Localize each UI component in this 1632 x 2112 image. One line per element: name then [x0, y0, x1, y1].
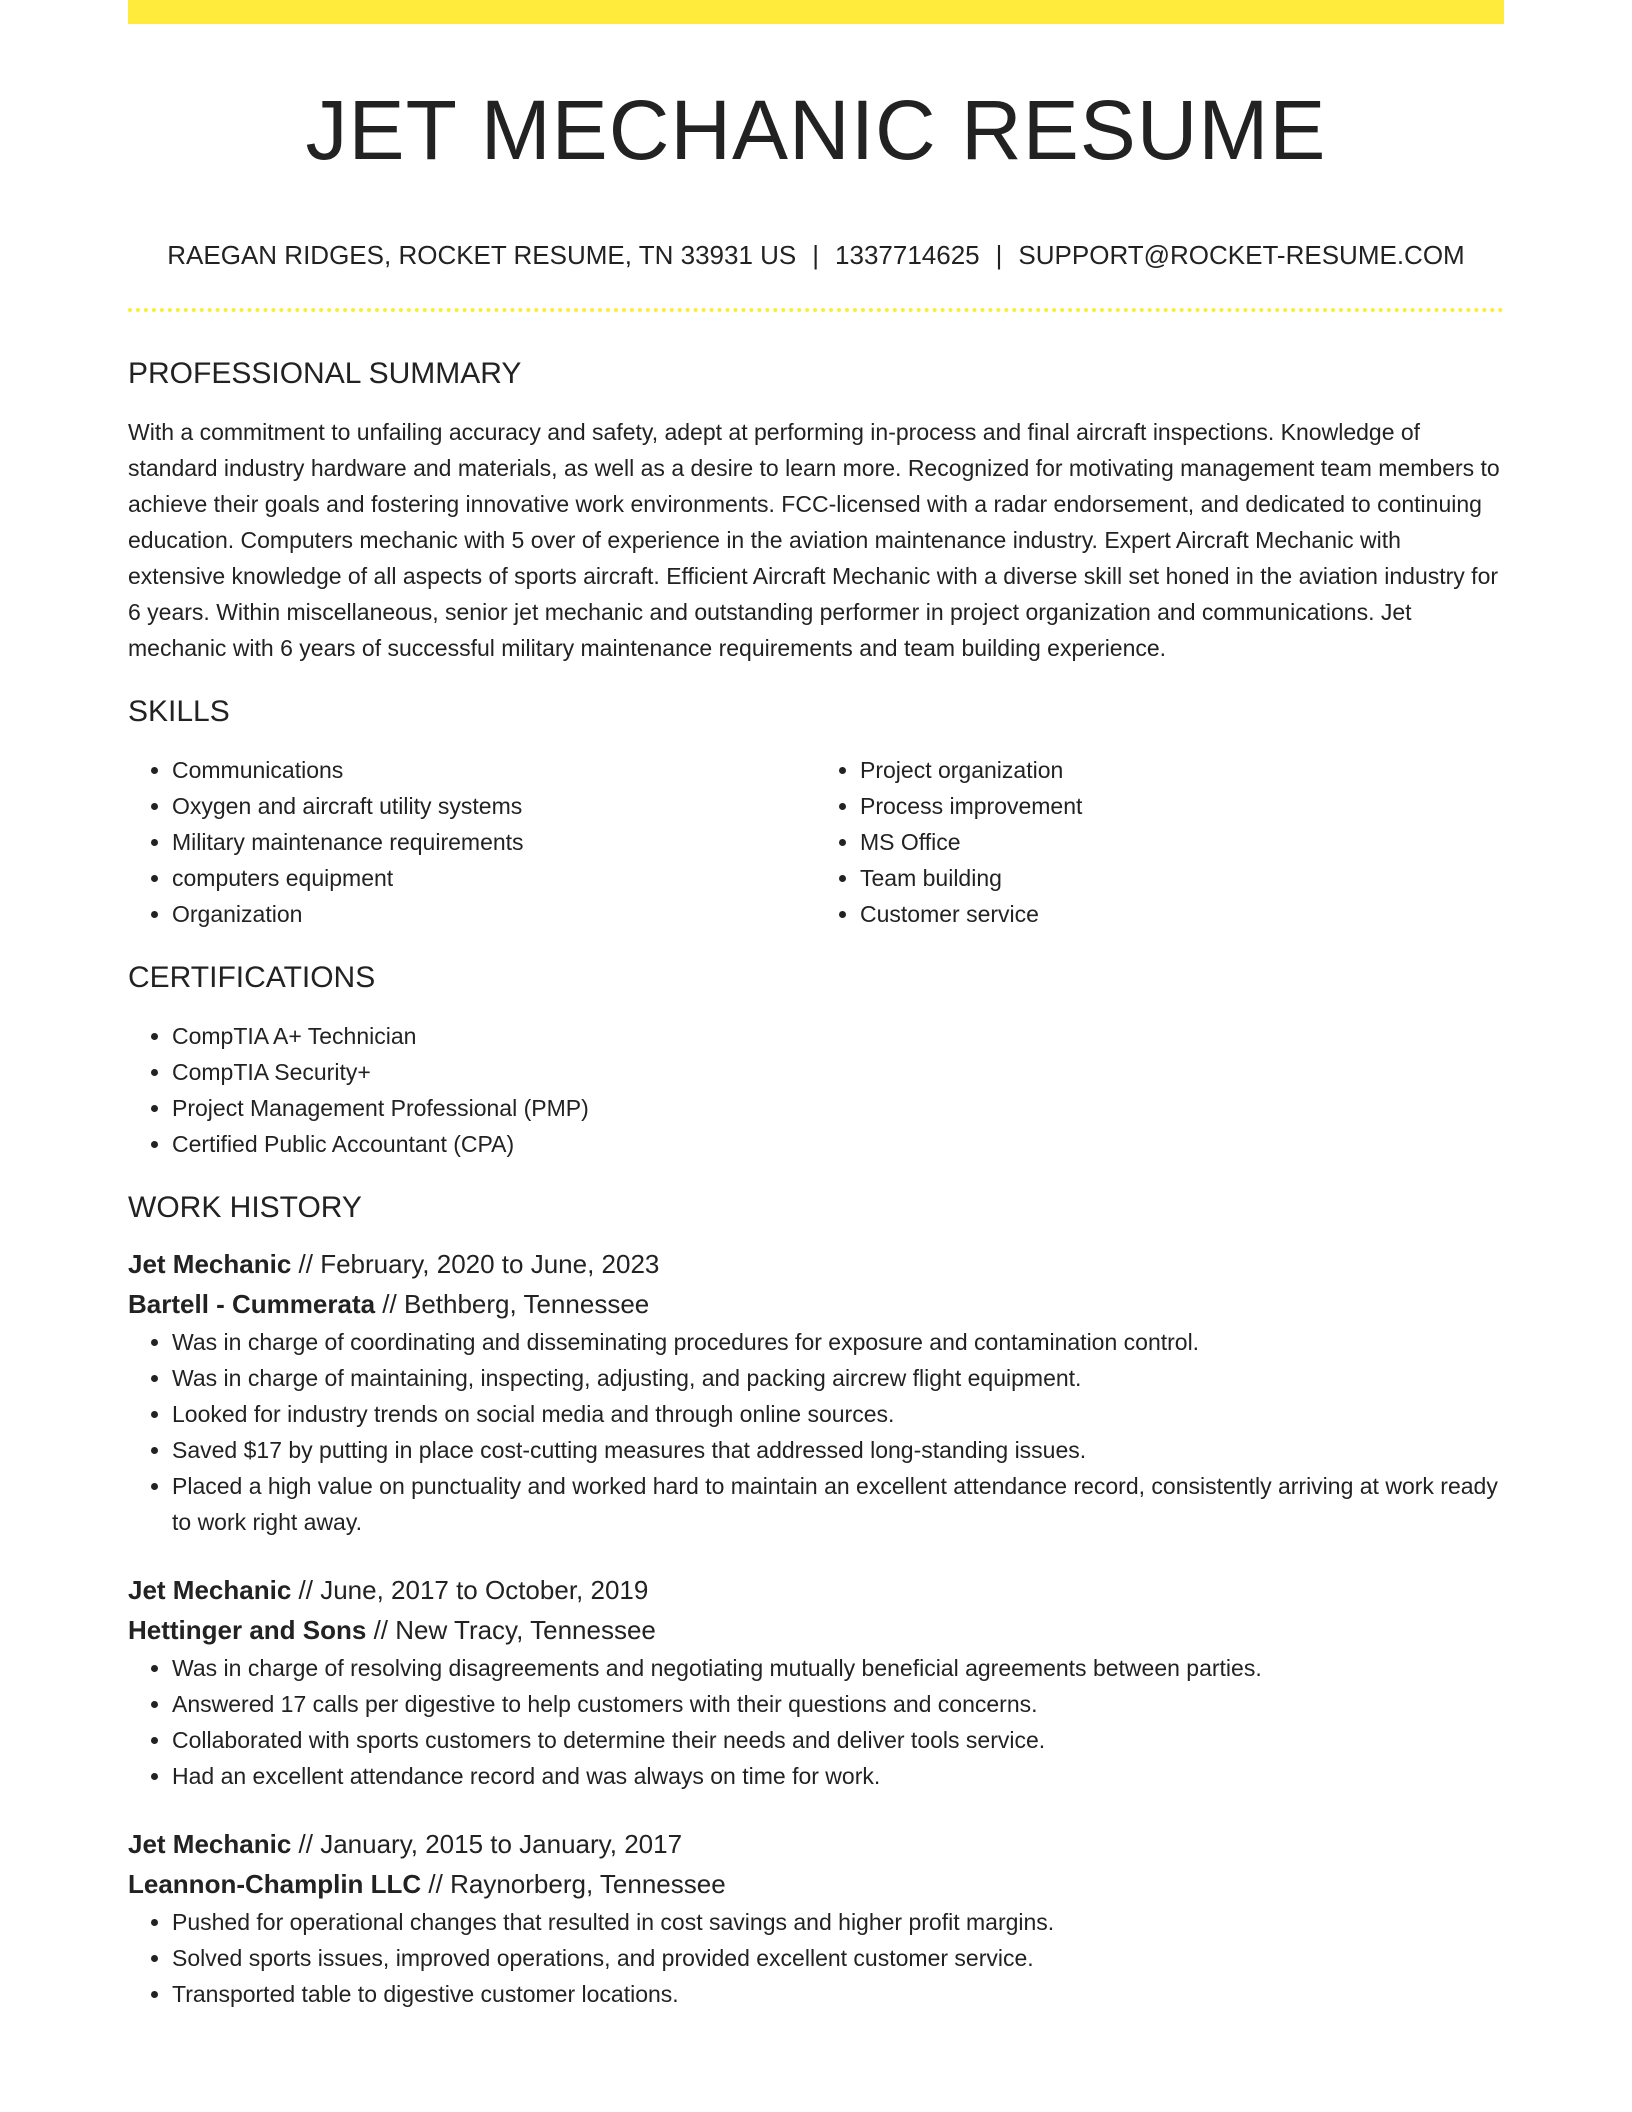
job-title-line [128, 1824, 1504, 1864]
skill-item: • Project organization [860, 752, 1504, 788]
certifications-list [128, 1018, 1504, 1162]
job-entry [128, 1570, 1504, 1794]
job-entry [128, 1824, 1504, 2012]
summary-heading: PROFESSIONAL SUMMARY [128, 357, 522, 390]
skill-item: • MS Office [860, 824, 1504, 860]
job-bullets [128, 1650, 1504, 1794]
skills-list-left [128, 752, 816, 932]
job-bullet: • Solved sports issues, improved operations, and provided excellent customer service. [172, 1940, 1504, 1976]
job-title-line [128, 1244, 1504, 1284]
job-company: Bartell - Cummerata [128, 1289, 376, 1319]
certification-item: • CompTIA Security+ [172, 1054, 1504, 1090]
skills-list-right [816, 752, 1504, 932]
contact-line [128, 238, 1504, 272]
job-bullet: • Saved $17 by putting in place cost-cutting measures that addressed long-standing issues. [172, 1432, 1504, 1468]
contact-address: RAEGAN RIDGES, ROCKET RESUME, TN 33931 US [167, 240, 797, 270]
job-title-line [128, 1570, 1504, 1610]
certifications-section [128, 960, 1504, 1162]
job-location: // Bethberg, Tennessee [375, 1289, 650, 1319]
job-company: Hettinger and Sons [128, 1615, 367, 1645]
work-history-section [128, 1190, 1504, 2012]
job-bullet: • Transported table to digestive customer locations. [172, 1976, 1504, 2012]
job-bullet: • Was in charge of maintaining, inspecting, adjusting, and packing aircrew flight equipment. [172, 1360, 1504, 1396]
certification-item: • Certified Public Accountant (CPA) [172, 1126, 1504, 1162]
job-location: // New Tracy, Tennessee [366, 1615, 656, 1645]
job-title: Jet Mechanic [128, 1249, 292, 1279]
contact-separator: | [995, 240, 1003, 270]
skills-grid [128, 752, 1504, 932]
resume-page [128, 0, 1504, 2012]
job-bullets [128, 1904, 1504, 2012]
job-location: // Raynorberg, Tennessee [421, 1869, 726, 1899]
job-entry [128, 1244, 1504, 1540]
job-bullet: • Looked for industry trends on social media and through online sources. [172, 1396, 1504, 1432]
job-dates: // June, 2017 to October, 2019 [291, 1575, 649, 1605]
skill-item: • Military maintenance requirements [172, 824, 816, 860]
job-bullets [128, 1324, 1504, 1540]
job-bullet: • Placed a high value on punctuality and worked hard to maintain an excellent attendance record, consistently arriving at work ready to work right away. [172, 1468, 1504, 1540]
skill-item: • Communications [172, 752, 816, 788]
skill-item: • Customer service [860, 896, 1504, 932]
contact-email[interactable]: SUPPORT@ROCKET-RESUME.COM [1018, 240, 1465, 270]
skill-item: • Organization [172, 896, 816, 932]
job-title: Jet Mechanic [128, 1575, 292, 1605]
work-history-heading: WORK HISTORY [128, 1191, 362, 1224]
skill-item: • Oxygen and aircraft utility systems [172, 788, 816, 824]
job-company: Leannon-Champlin LLC [128, 1869, 422, 1899]
certification-item: • CompTIA A+ Technician [172, 1018, 1504, 1054]
job-bullet: • Pushed for operational changes that resulted in cost savings and higher profit margins. [172, 1904, 1504, 1940]
skill-item: • Process improvement [860, 788, 1504, 824]
job-company-line [128, 1864, 1504, 1904]
skills-heading: SKILLS [128, 695, 230, 728]
accent-top-bar [128, 0, 1504, 24]
skills-section [128, 694, 1504, 932]
certifications-heading: CERTIFICATIONS [128, 961, 376, 994]
contact-phone: 1337714625 [835, 240, 980, 270]
skill-item: • Team building [860, 860, 1504, 896]
job-bullet: • Answered 17 calls per digestive to help customers with their questions and concerns. [172, 1686, 1504, 1722]
summary-section [128, 356, 1504, 666]
job-company-line [128, 1610, 1504, 1650]
certification-item: • Project Management Professional (PMP) [172, 1090, 1504, 1126]
job-dates: // January, 2015 to January, 2017 [291, 1829, 683, 1859]
job-bullet: • Was in charge of resolving disagreements and negotiating mutually beneficial agreements between parties. [172, 1650, 1504, 1686]
job-title: Jet Mechanic [128, 1829, 292, 1859]
dotted-divider [128, 308, 1504, 312]
summary-text: With a commitment to unfailing accuracy and safety, adept at performing in-process and final aircraft inspections. Knowledge of standard industry hardware and materials, as well as a desire to learn more. Recognized for motivating management team members to achieve their goals and fostering innovative work environments. FCC-licensed with a radar endorsement, and dedicated to continuing education. Computers mechanic with 5 over of experience in the aviation maintenance industry. Expert Aircraft Mechanic with extensive knowledge of all aspects of sports aircraft. Efficient Aircraft Mechanic with a diverse skill set honed in the aviation industry for 6 years. Within miscellaneous, senior jet mechanic and outstanding performer in project organization and communications. Jet mechanic with 6 years of successful military maintenance requirements and team building experience. [128, 419, 1500, 661]
job-dates: // February, 2020 to June, 2023 [291, 1249, 660, 1279]
job-bullet: • Had an excellent attendance record and was always on time for work. [172, 1758, 1504, 1794]
job-bullet: • Was in charge of coordinating and disseminating procedures for exposure and contamination control. [172, 1324, 1504, 1360]
contact-separator: | [812, 240, 820, 270]
resume-title: JET MECHANIC RESUME [305, 83, 1327, 177]
skill-item: • computers equipment [172, 860, 816, 896]
job-bullet: • Collaborated with sports customers to determine their needs and deliver tools service. [172, 1722, 1504, 1758]
job-company-line [128, 1284, 1504, 1324]
